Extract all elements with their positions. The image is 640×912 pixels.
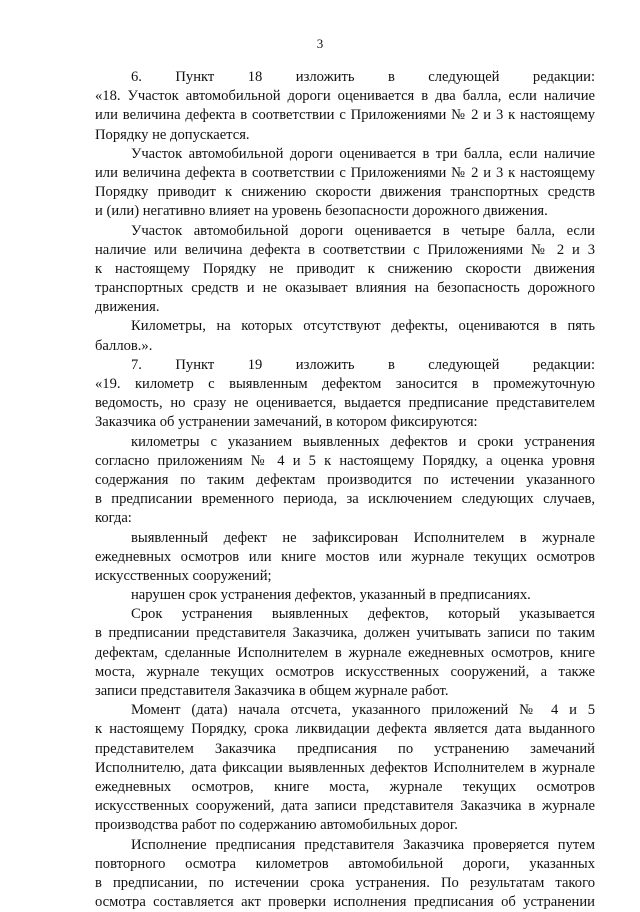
- text-line: выявленный дефект не зафиксирован Исполнителем в журнале: [131, 529, 595, 546]
- text-line: производства работ по содержанию автомобильных дорог.: [95, 817, 458, 834]
- text-line: транспортных средств и не оказывает влияния на безопасность дорожного: [95, 280, 595, 297]
- text-line: 6. Пункт 18 изложить в следующей редакции:: [131, 69, 595, 85]
- text-line: записи представителя Заказчика в общем журнале работ.: [95, 683, 449, 699]
- text-line: и (или) негативно влияет на уровень безопасности дорожного движения.: [95, 203, 548, 220]
- text-line: в предписании представителя Заказчика, должен учитывать записи по таким: [95, 625, 595, 642]
- text-line: Срок устранения выявленных дефектов, который указывается: [131, 606, 595, 623]
- text-line: или величина дефекта в соответствии с Приложениями № 2 и 3 к настоящему: [95, 107, 595, 124]
- text-line: «18. Участок автомобильной дороги оценивается в два балла, если наличие: [95, 88, 595, 105]
- text-line: Участок автомобильной дороги оценивается в три балла, если наличие: [131, 145, 595, 162]
- text-line: ежедневных осмотров или книге мостов или журнале текущих осмотров: [95, 548, 595, 565]
- text-line: наличие или величина дефекта в соответствии с Приложениями № 2 и 3: [95, 241, 595, 258]
- text-line: Исполнение предписания представителя Заказчика проверяется путем: [131, 836, 595, 853]
- text-line: в предписании, по истечении срока устранения. По результатам такого: [95, 874, 595, 891]
- text-line: к настоящему Порядку не приводит к снижению скорости движения: [95, 260, 595, 277]
- text-line: к настоящему Порядку, срока ликвидации дефекта является дата выданного: [95, 721, 595, 738]
- text-line: искусственных сооружений;: [95, 567, 272, 584]
- text-line: движения.: [95, 299, 160, 316]
- text-line: ежедневных осмотров, книге моста, журнале текущих осмотров: [95, 778, 595, 795]
- document-body: [95, 68, 595, 912]
- text-line: повторного осмотра километров автомобильной дороги, указанных: [95, 855, 595, 872]
- text-line: осмотра составляется акт проверки исполнения предписания об устранении: [95, 894, 595, 911]
- text-line: Километры, на которых отсутствуют дефекты, оцениваются в пять: [131, 318, 595, 335]
- page-number: 3: [316, 36, 324, 51]
- text-line: дефектам, сделанные Исполнителем в журнале ежедневных осмотров, книге: [95, 644, 595, 661]
- text-line: согласно приложениям № 4 и 5 к настоящему Порядку, а оценка уровня: [95, 452, 595, 469]
- text-line: нарушен срок устранения дефектов, указанный в предписаниях.: [131, 587, 531, 604]
- text-line: искусственных сооружений, дата записи представителя Заказчика в журнале: [95, 798, 595, 815]
- text-line: Момент (дата) начала отсчета, указанного приложений № 4 и 5: [131, 702, 595, 719]
- text-line: ведомость, но сразу не оценивается, выдается предписание представителем: [95, 395, 595, 412]
- text-line: моста, журнале текущих осмотров искусственных сооружений, а также: [95, 663, 595, 680]
- text-line: Исполнителю, дата фиксации выявленных дефектов Исполнителем в журнале: [95, 759, 595, 776]
- text-line: километры с указанием выявленных дефектов и сроки устранения: [131, 433, 595, 450]
- text-line: Заказчика об устранении замечаний, в котором фиксируются:: [95, 414, 478, 431]
- text-line: содержания по таким дефектам производится по истечении указанного: [95, 471, 595, 488]
- text-line: Участок автомобильной дороги оценивается в четыре балла, если: [131, 222, 595, 239]
- text-line: в предписании временного периода, за исключением следующих случаев,: [95, 491, 595, 508]
- text-line: баллов.».: [95, 337, 153, 354]
- text-line: когда:: [95, 510, 132, 527]
- text-line: «19. километр с выявленным дефектом заносится в промежуточную: [95, 376, 595, 392]
- text-line: Порядку приводит к снижению скорости движения транспортных средств: [95, 184, 595, 201]
- text-line: или величина дефекта в соответствии с Приложениями № 2 и 3 к настоящему: [95, 164, 595, 181]
- text-line: 7. Пункт 19 изложить в следующей редакции:: [131, 356, 595, 373]
- text-line: Порядку не допускается.: [95, 126, 250, 143]
- text-line: представителем Заказчика предписания по устранению замечаний: [95, 740, 595, 757]
